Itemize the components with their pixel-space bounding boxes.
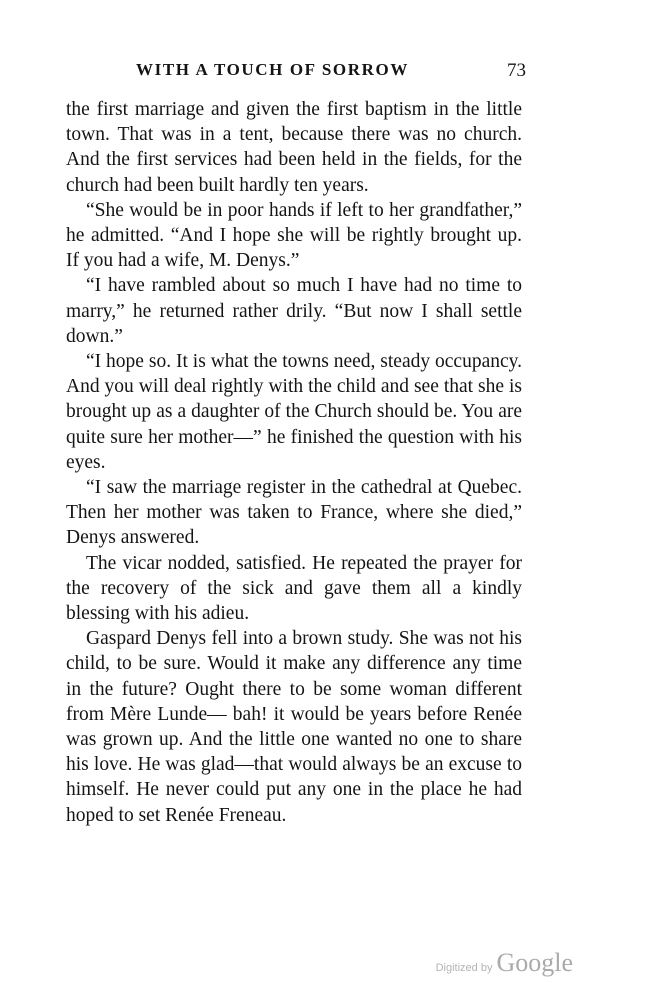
- running-head: [136, 56, 526, 86]
- digitized-by-label: Digitized by: [435, 962, 493, 974]
- paragraph: “I hope so. It is what the towns need, steady occupancy. And you will deal rightly with the child and see that she is brought up as a daughter of the Church should be. You are quite sure her mother—” he finished the question with his eyes.: [66, 351, 522, 473]
- paragraph: “I have rambled about so much I have had no time to marry,” he returned rather drily. “But now I shall settle down.”: [66, 275, 522, 347]
- google-logo: Google: [496, 948, 573, 977]
- paragraph-continued: the first marriage and given the first baptism in the little town. That was in a tent, because there was no church. And the first services had been held in the fields, for the church had been built hardly ten years.: [66, 99, 522, 196]
- body-text: [66, 97, 522, 828]
- paragraph: Gaspard Denys fell into a brown study. She was not his child, to be sure. Would it make any difference any time in the future? Ought there to be some woman different from Mère Lunde— bah! it would be years before Renée was grown up. And the little one wanted no one to share his love. He was glad—that would always be an excuse to himself. He never could put any one in the place he had hoped to set Renée Freneau.: [66, 628, 522, 826]
- page-number: 73: [507, 60, 526, 81]
- running-title: WITH A TOUCH OF SORROW: [136, 60, 409, 79]
- digitized-watermark: [436, 948, 573, 988]
- paragraph: “I saw the marriage register in the cathedral at Quebec. Then her mother was taken to France, where she died,” Denys answered.: [66, 477, 522, 549]
- paragraph: The vicar nodded, satisfied. He repeated the prayer for the recovery of the sick and gave them all a kindly blessing with his adieu.: [66, 552, 522, 625]
- paragraph: “She would be in poor hands if left to her grandfather,” he admitted. “And I hope she will be rightly brought up. If you had a wife, M. Denys.”: [66, 199, 522, 272]
